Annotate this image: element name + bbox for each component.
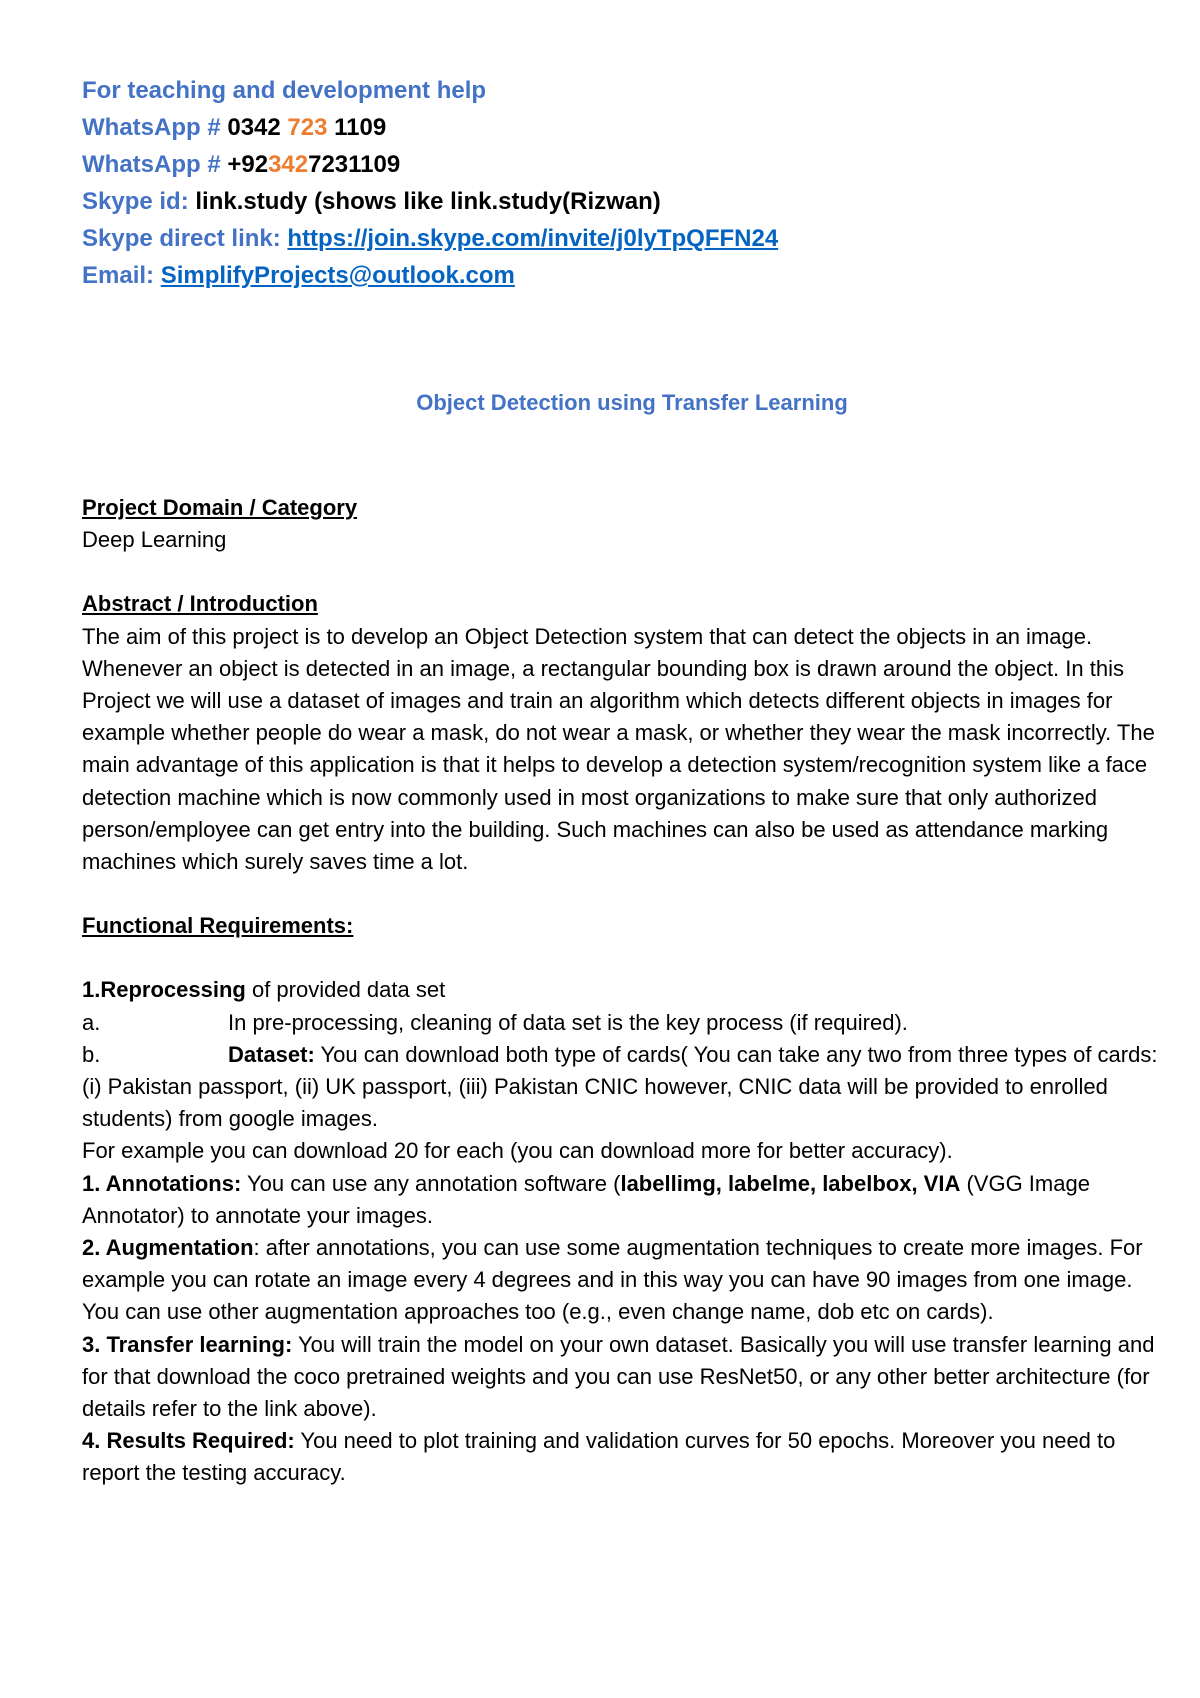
email-line [82, 257, 1162, 294]
help-text: For teaching and development help [82, 77, 487, 104]
domain-value: Deep Learning [82, 527, 227, 553]
whatsapp-line-1 [82, 109, 1162, 146]
results-item [82, 1425, 1162, 1489]
abstract-text: The aim of this project is to develop an Object Detection system that can detect the objects in an image. Whenever an object is detected in an image, a rectangular bounding box is drawn around the object. In this Project we will use a dataset of images and train an algorithm which detects different objects in images for example whether people do wear a mask, do not wear a mask, or whether they wear the mask incorrectly. The main advantage of this application is that it helps to develop a detection system/recognition system like a face detection machine which is now commonly used in most organizations to make sure that only authorized person/employee can get entry into the building. Such machines can also be used as attendance marking machines which surely saves time a lot. [82, 623, 1155, 875]
skype-link-label: Skype direct link: [82, 225, 288, 252]
transfer-learning-item [82, 1329, 1162, 1426]
sub-item-a-marker: a. [82, 1009, 101, 1035]
document-body [82, 492, 1162, 1490]
augmentation-text: : after annotations, you can use some augmentation techniques to create more images. For example you can rotate an image every 4 degrees and in this way you can have 90 images from one image. You can use other augmentation approaches too (e.g., even change name, dob etc on cards). [82, 1235, 1143, 1325]
requirement-item-1-text: of provided data set [245, 977, 446, 1003]
augmentation-title: 2. Augmentation [82, 1235, 254, 1261]
functional-heading: Functional Requirements: [82, 913, 354, 939]
email-link[interactable]: SimplifyProjects@outlook.com [160, 262, 515, 289]
whatsapp-number-part: 0342 [227, 114, 288, 141]
document-title: Object Detection using Transfer Learning [416, 390, 848, 415]
whatsapp-number-part: 723 [287, 114, 328, 141]
annotations-text: You can use any annotation software ( [241, 1170, 621, 1196]
whatsapp-label: WhatsApp # [82, 151, 228, 178]
annotations-item [82, 1168, 1162, 1232]
requirement-item-1-title: 1.Reprocessing [82, 977, 246, 1003]
transfer-learning-text: You will train the model on your own dataset. Basically you will use transfer learning and for that download the coco pretrained weights and you can use ResNet50, or any other better architecture (for details refer to the link above). [82, 1331, 1155, 1422]
whatsapp-number-part: +92 [227, 151, 269, 178]
abstract-heading: Abstract / Introduction [82, 591, 318, 617]
skype-link-line [82, 220, 1162, 257]
transfer-learning-title: 3. Transfer learning: [82, 1331, 293, 1357]
sub-item-a [82, 1007, 1162, 1039]
whatsapp-line-2 [82, 146, 1162, 183]
example-line: For example you can download 20 for each (you can download more for better accuracy). [82, 1138, 953, 1164]
annotations-text-end: (VGG Image Annotator) to annotate your images. [82, 1170, 1090, 1228]
whatsapp-number-part: 342 [268, 151, 309, 178]
requirement-item-1 [82, 974, 1162, 1006]
whatsapp-number-part: 1109 [327, 114, 387, 141]
annotations-title: 1. Annotations: [82, 1170, 242, 1196]
sub-item-b-marker: b. [82, 1041, 101, 1067]
results-title: 4. Results Required: [82, 1428, 295, 1454]
sub-item-b [82, 1039, 1162, 1136]
skype-id-value: link.study (shows like link.study(Rizwan) [195, 188, 661, 215]
whatsapp-label: WhatsApp # [82, 114, 228, 141]
sub-item-a-text: In pre-processing, cleaning of data set is the key process (if required). [228, 1009, 908, 1035]
domain-heading: Project Domain / Category [82, 495, 358, 520]
sub-item-b-text: You can download both type of cards( You can take any two from three types of cards: (i) Pakistan passport, (ii) UK passport, (iii) Pakistan CNIC however, CNIC data will be provided to enrolled students) from google images. [82, 1041, 1158, 1132]
augmentation-item [82, 1232, 1162, 1329]
help-line [82, 72, 1162, 109]
email-label: Email: [82, 262, 161, 289]
annotation-tools: labellimg, labelme, labelbox, VIA [620, 1170, 961, 1196]
results-text: You need to plot training and validation curves for 50 epochs. Moreover you need to report the testing accuracy. [82, 1428, 1116, 1486]
sub-item-b-title: Dataset: [228, 1041, 315, 1067]
skype-direct-link[interactable]: https://join.skype.com/invite/j0lyTpQFFN24 [287, 225, 779, 252]
document-page [82, 72, 1162, 1486]
skype-id-line [82, 183, 1162, 220]
whatsapp-number-part: 7231109 [308, 151, 401, 178]
skype-id-label: Skype id: [82, 188, 196, 215]
contact-block [82, 72, 1162, 294]
